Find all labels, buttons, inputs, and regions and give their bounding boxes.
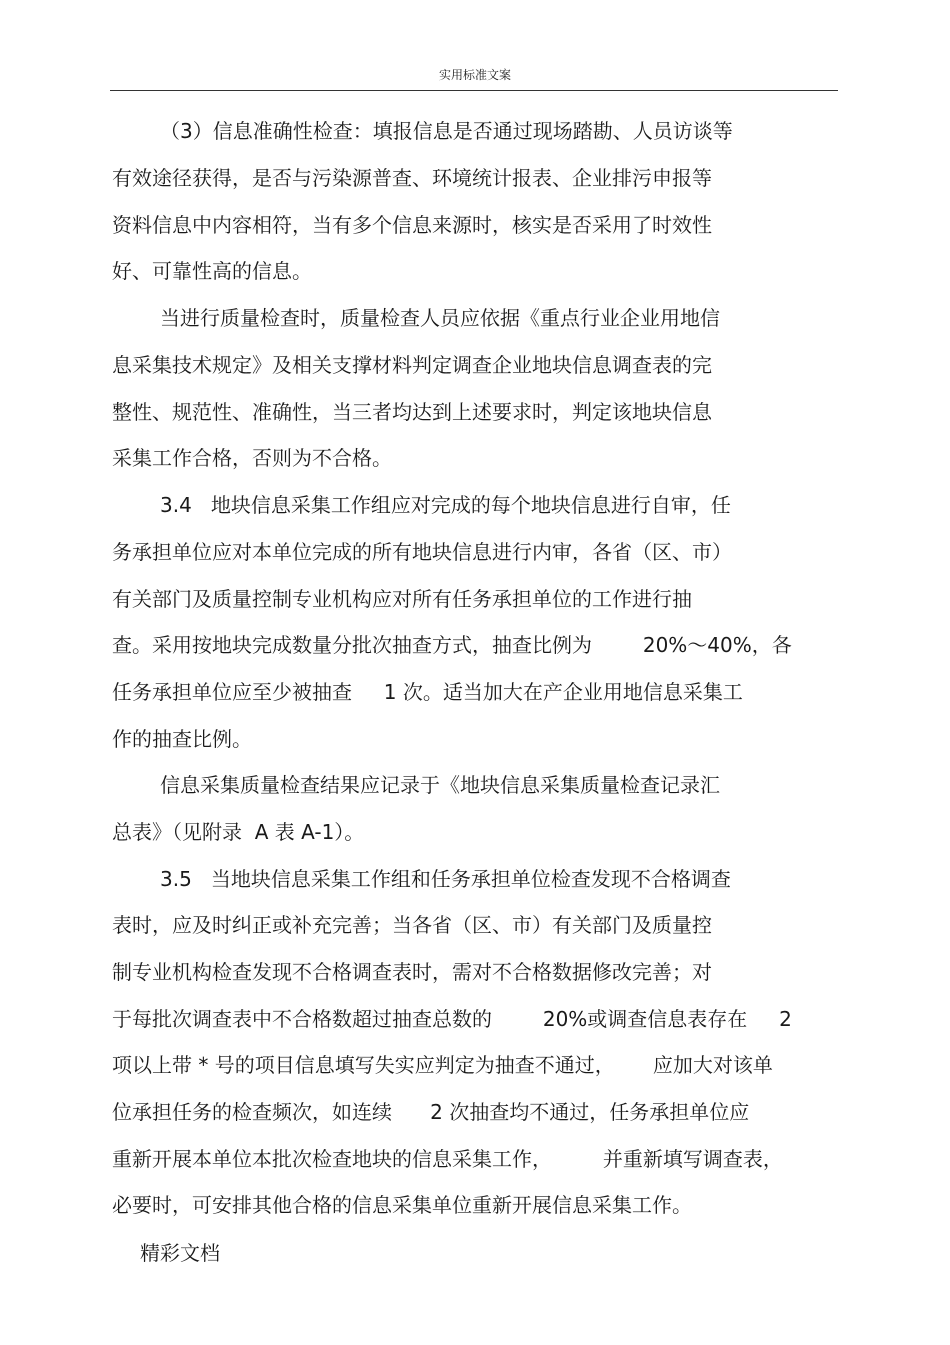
text-line: 3.4 地块信息采集工作组应对完成的每个地块信息进行自审，任 (160, 493, 731, 517)
text-line: 3.5 当地块信息采集工作组和任务承担单位检查发现不合格调查 (160, 867, 731, 891)
text-line: 项以上带 * 号的项目信息填写失实应判定为抽查不通过， 应加大对该单 (112, 1053, 773, 1077)
text-line: （3）信息准确性检查：填报信息是否通过现场踏勘、人员访谈等 (160, 119, 733, 143)
text-line: 任务承担单位应至少被抽查 1 次。适当加大在产企业用地信息采集工 (112, 680, 743, 704)
text-line: 总表》（见附录 A 表 A-1）。 (112, 820, 365, 844)
text-line: 制专业机构检查发现不合格调查表时，需对不合格数据修改完善；对 (112, 960, 712, 984)
text-line: 位承担任务的检查频次，如连续 2 次抽查均不通过，任务承担单位应 (112, 1100, 750, 1124)
text-line: 有关部门及质量控制专业机构应对所有任务承担单位的工作进行抽 (112, 587, 692, 611)
text-line: 信息采集质量检查结果应记录于《地块信息采集质量检查记录汇 (160, 773, 720, 797)
text-line: 查。采用按地块完成数量分批次抽查方式，抽查比例为 20%～40%，各 (112, 633, 792, 657)
text-line: 资料信息中内容相符，当有多个信息来源时，核实是否采用了时效性 (112, 213, 712, 237)
text-line: 当进行质量检查时，质量检查人员应依据《重点行业企业用地信 (160, 306, 720, 330)
text-line: 表时，应及时纠正或补充完善；当各省（区、市）有关部门及质量控 (112, 913, 712, 937)
text-line: 重新开展本单位本批次检查地块的信息采集工作， 并重新填写调查表， (112, 1147, 783, 1171)
page-header-title: 实用标准文案 (438, 68, 511, 82)
text-line: 有效途径获得，是否与污染源普查、环境统计报表、企业排污申报等 (112, 166, 712, 190)
text-line: 作的抽查比例。 (112, 727, 252, 751)
text-line: 息采集技术规定》及相关支撑材料判定调查企业地块信息调查表的完 (112, 353, 712, 377)
text-line: 于每批次调查表中不合格数超过抽查总数的 20%或调查信息表存在 2 (112, 1007, 792, 1031)
text-line: 好、可靠性高的信息。 (112, 259, 312, 283)
text-line: 务承担单位应对本单位完成的所有地块信息进行内审，各省（区、市） (112, 540, 732, 564)
page-footer-label: 精彩文档 (140, 1241, 220, 1265)
text-line: 整性、规范性、准确性，当三者均达到上述要求时，判定该地块信息 (112, 400, 712, 424)
text-line: 必要时，可安排其他合格的信息采集单位重新开展信息采集工作。 (112, 1193, 692, 1217)
header-divider (110, 90, 838, 91)
text-line: 采集工作合格，否则为不合格。 (112, 446, 392, 470)
